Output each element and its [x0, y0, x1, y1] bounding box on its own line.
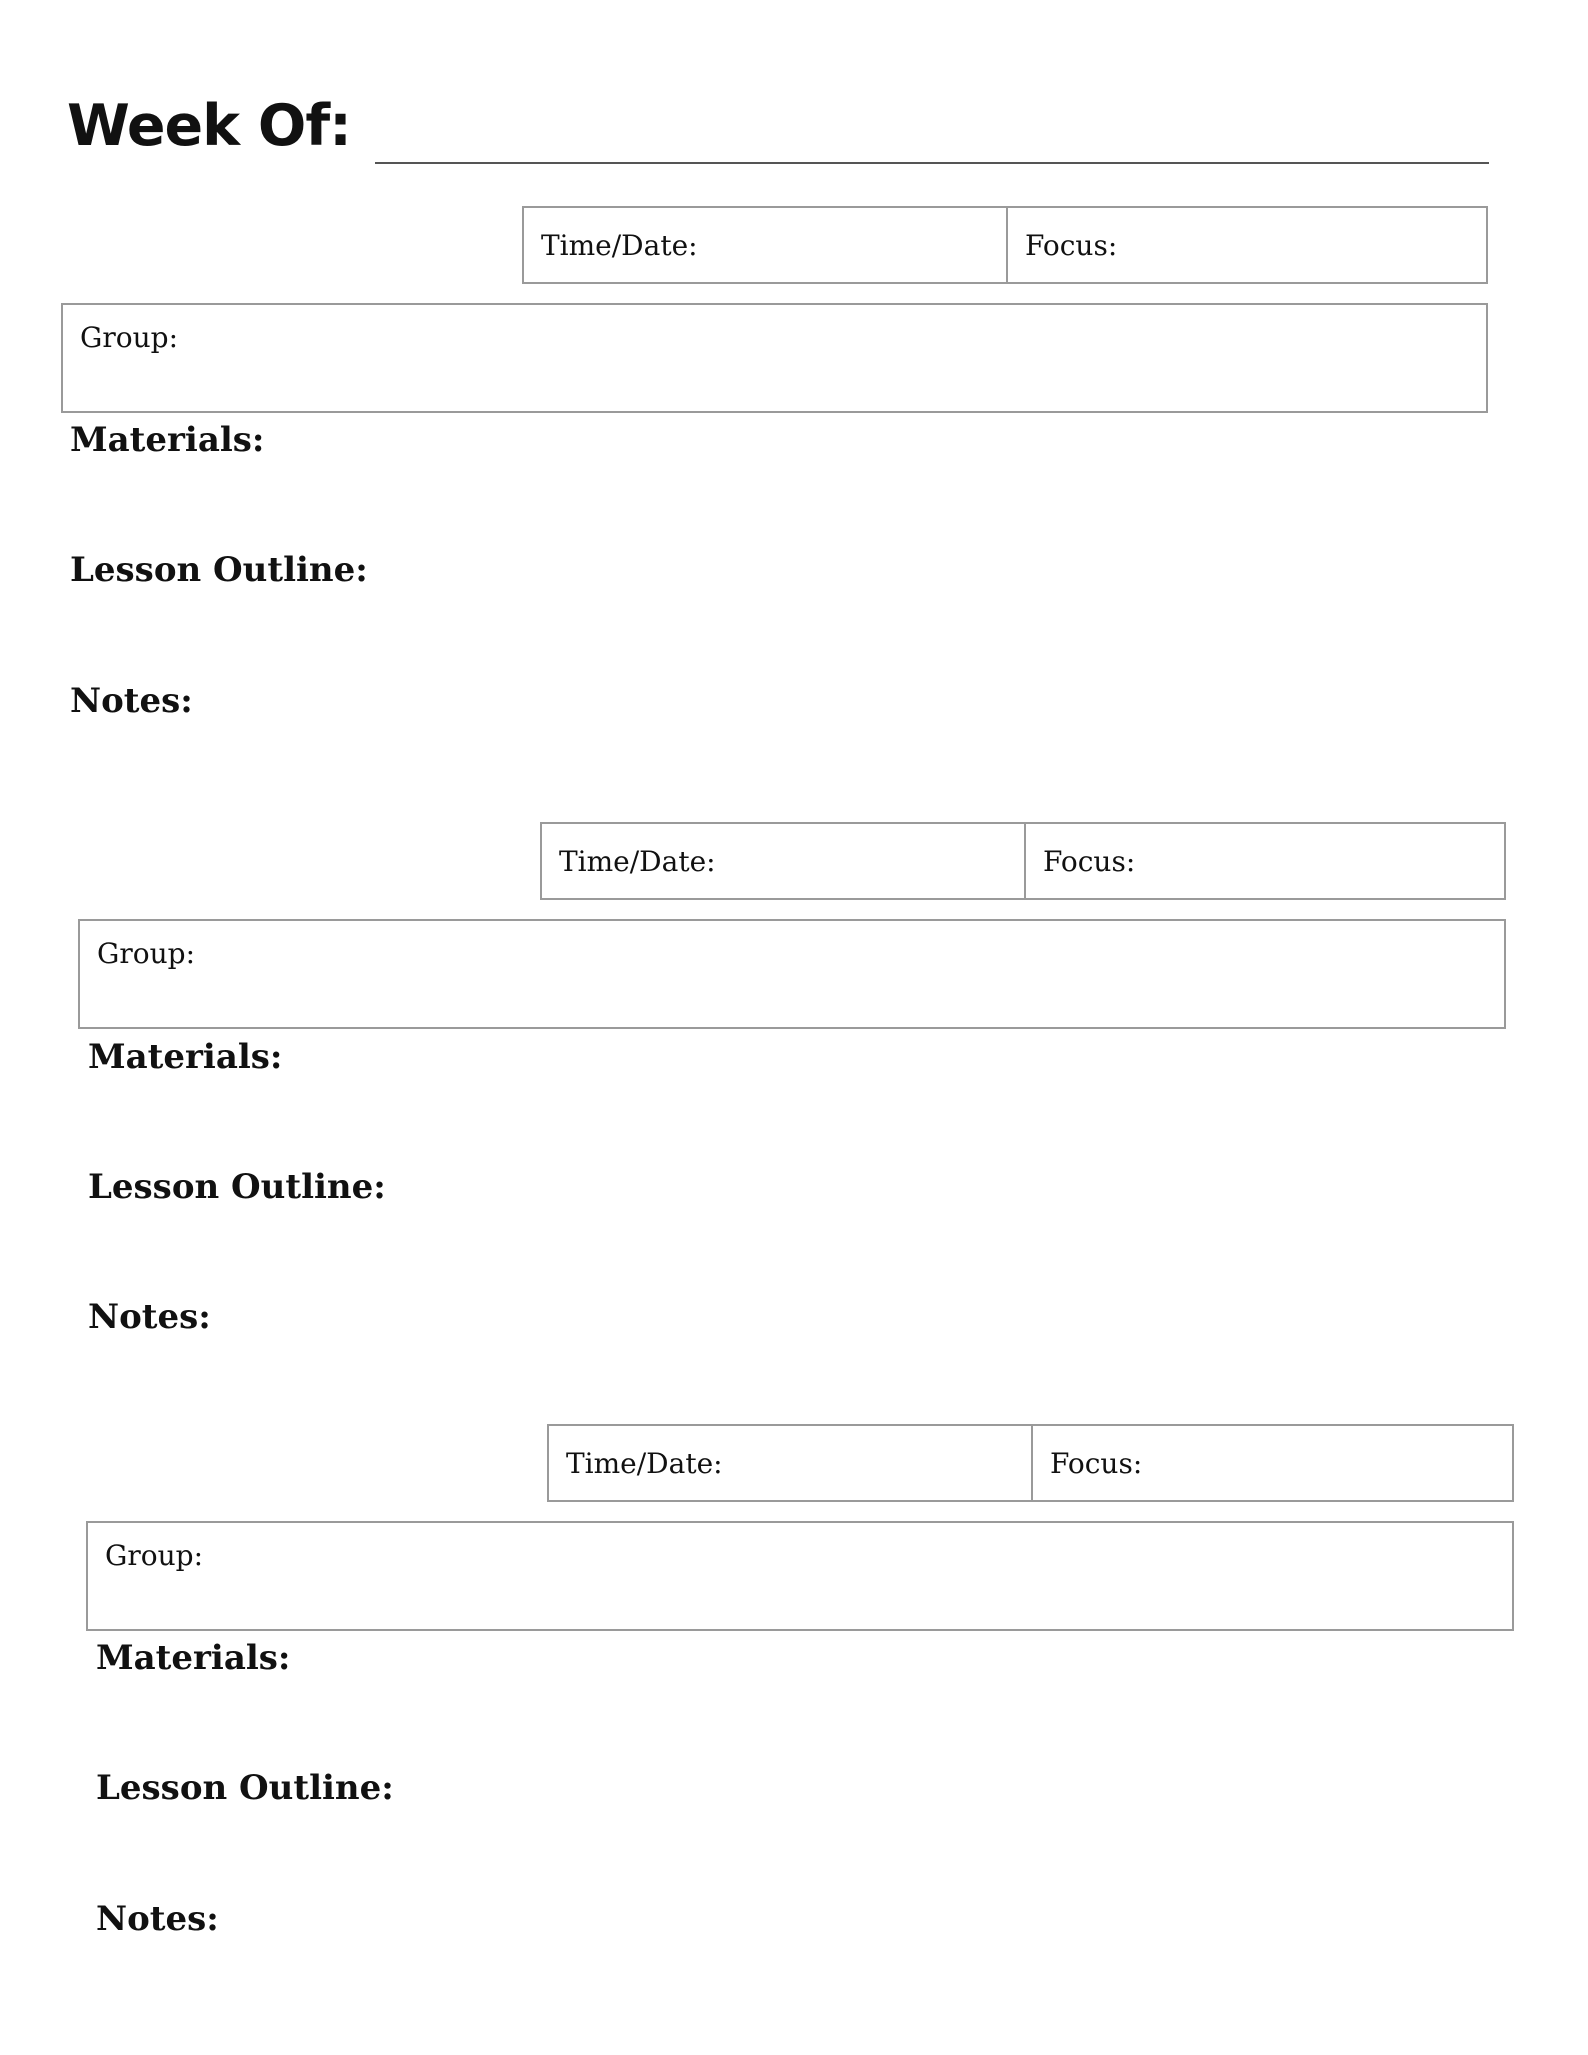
notes-label: Notes: — [96, 1899, 219, 1939]
time-date-field[interactable] — [524, 208, 1008, 282]
time-date-field[interactable] — [549, 1426, 1033, 1500]
week-of-line[interactable] — [375, 162, 1489, 164]
time-focus-box — [547, 1424, 1514, 1502]
group-label: Group: — [105, 1539, 203, 1572]
notes-label: Notes: — [88, 1297, 211, 1337]
focus-label: Focus: — [1025, 228, 1118, 262]
focus-field[interactable] — [1008, 208, 1486, 282]
time-date-field[interactable] — [542, 824, 1026, 898]
materials-label: Materials: — [70, 420, 265, 460]
group-label: Group: — [97, 937, 195, 970]
time-date-label: Time/Date: — [566, 1446, 723, 1480]
materials-label: Materials: — [88, 1037, 283, 1077]
focus-field[interactable] — [1026, 824, 1504, 898]
focus-label: Focus: — [1050, 1446, 1143, 1480]
materials-label: Materials: — [96, 1638, 291, 1678]
lesson-outline-label: Lesson Outline: — [70, 550, 368, 590]
time-date-label: Time/Date: — [541, 228, 698, 262]
group-label: Group: — [80, 321, 178, 354]
time-focus-box — [540, 822, 1506, 900]
time-date-label: Time/Date: — [559, 844, 716, 878]
focus-label: Focus: — [1043, 844, 1136, 878]
lesson-outline-label: Lesson Outline: — [88, 1167, 386, 1207]
group-field[interactable] — [78, 919, 1506, 1029]
group-field[interactable] — [86, 1521, 1514, 1631]
notes-label: Notes: — [70, 681, 193, 721]
focus-field[interactable] — [1033, 1426, 1512, 1500]
time-focus-box — [522, 206, 1488, 284]
group-field[interactable] — [61, 303, 1488, 413]
lesson-outline-label: Lesson Outline: — [96, 1768, 394, 1808]
page-title: Week Of: — [67, 93, 351, 159]
